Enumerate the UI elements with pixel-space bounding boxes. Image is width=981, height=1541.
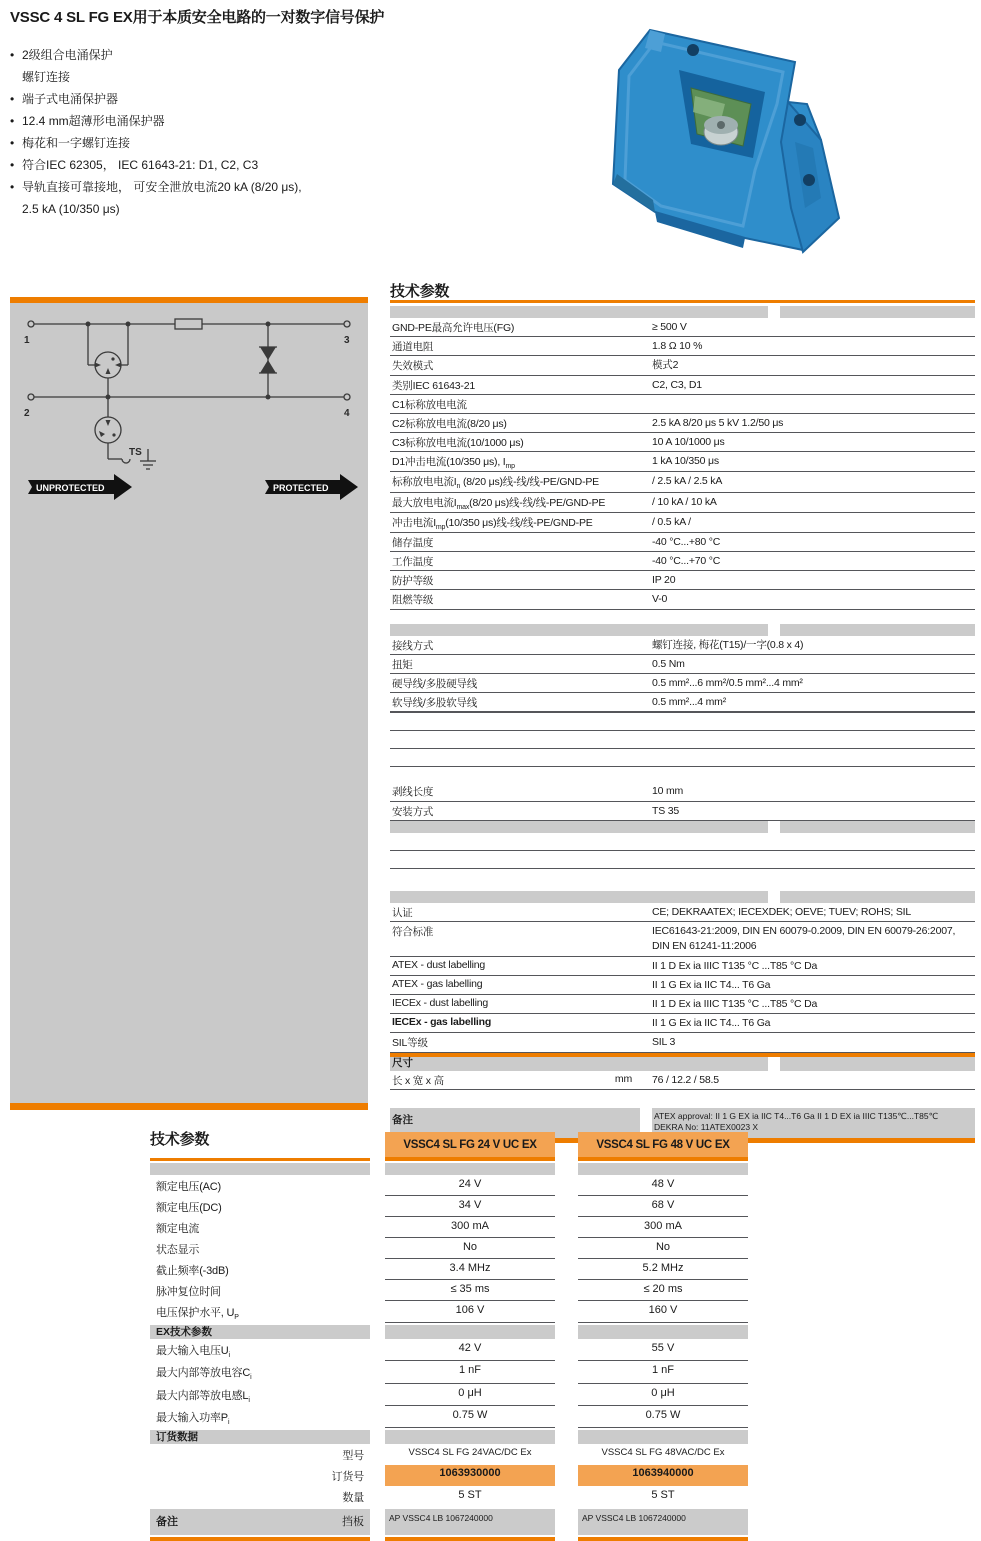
spec-value: 模式2 [652,359,679,372]
variant-label: 额定电压(AC) [156,1181,222,1193]
variant-value: No [385,1238,555,1259]
section-band [390,306,975,318]
remark-label-cell [150,1509,370,1535]
variant-value: 1 nF [578,1361,748,1383]
spec-label: 防护等级 [392,575,434,588]
bottom-orange-bars [150,1537,758,1541]
variant-value: 24 V [385,1175,555,1196]
title-underline [390,300,975,303]
terminal-2-label: 2 [24,408,30,419]
feature-text: 导轨直接可靠接地， 可安全泄放电流20 kA (8/20 μs), [22,180,302,194]
spec-row [390,957,975,976]
product-column-header: VSSC4 SL FG 48 V UC EX [578,1132,748,1157]
spec-row [390,472,975,492]
circuit-diagram [10,303,368,533]
variant-row [150,1339,758,1361]
spec-value: II 1 D Ex ia IIIC T135 °C ...T85 °C Da [652,959,818,972]
variant-value: 300 mA [385,1217,555,1238]
variant-title-cell [150,1128,370,1161]
spec-value: 0.5 mm²...4 mm² [652,696,727,709]
variant-value: 34 V [385,1196,555,1217]
variant-row [150,1486,758,1507]
feature-item [10,110,410,132]
spec-row [390,1014,975,1033]
section-band-label [390,306,768,318]
spec-value: -40 °C...+80 °C [652,535,721,548]
variant-table-rows [150,1163,758,1541]
spec-label: 标称放电电流$I_n$ (8/20 μs)线-线/线-PE/GND-PE [392,476,599,491]
protected-arrow [265,474,358,500]
feature-item [10,88,410,110]
page-title: VSSC 4 SL FG EX用于本质安全电路的一对数字信号保护 [10,9,385,26]
variant-label: 截止频率(-3dB) [156,1265,229,1277]
note-value: ATEX approval: II 1 G EX ia IIC T4...T6 Ga II 1 D EX ia IIIC T135℃...T85℃ DEKRA No: 11ATEX0023 X [652,1108,975,1138]
spec-value: / 10 kA / 10 kA [652,495,717,508]
spec-row [390,693,975,713]
spec-label: C3标称放电电流(10/1000 μs) [392,437,524,450]
spec-label: 失效模式 [392,360,434,373]
spec-row [390,414,975,433]
bullet-dot: • [10,48,15,62]
empty-row [390,731,975,749]
spec-label: D1冲击电流(10/350 μs), $I_{mp}$ [392,456,515,471]
protected-label: PROTECTED [273,483,329,493]
spec-value: II 1 G Ex ia IIC T4... T6 Ga [652,978,771,991]
variant-value: 5 ST [651,1488,675,1501]
product-column-bar [385,1157,555,1161]
bullet-dot: • [10,136,15,150]
variant-row [150,1444,758,1465]
spec-row [390,493,975,513]
variant-row [150,1196,758,1217]
empty-row [390,833,975,851]
variant-value: 300 mA [578,1217,748,1238]
variant-value: 3.4 MHz [385,1259,555,1280]
bullet-dot: • [10,92,15,106]
variant-value: 0.75 W [385,1406,555,1428]
spec-value: CE; DEKRAATEX; IECEXDEK; OEVE; TUEV; ROHS; SIL [652,905,912,918]
spec-value: -40 °C...+70 °C [652,554,721,567]
remark-row [150,1509,758,1535]
spec-value: IP 20 [652,574,676,587]
spec-value: 0.5 Nm [652,657,685,670]
variant-row [150,1175,758,1196]
variant-label: 数量 [342,1491,364,1504]
spec-label: ATEX - dust labelling [392,958,486,971]
bullet-dot [10,66,22,88]
variant-row [150,1361,758,1383]
spec-label: IECEx - dust labelling [392,996,488,1009]
order-number: 1063930000 [385,1465,555,1486]
variant-label: 额定电流 [156,1223,200,1235]
section-band [390,891,975,903]
spec-value: 1.8 Ω 10 % [652,340,703,353]
spec-value: / 2.5 kA / 2.5 kA [652,475,723,488]
terminal-4-label: 4 [344,408,350,419]
spec-label: 储存温度 [392,536,434,549]
section-band-label [390,821,768,833]
spec-label: 软导线/多股软导线 [392,697,478,710]
bullet-dot: • [10,114,15,128]
spec-label: 硬导线/多股硬导线 [392,678,478,690]
spec-value: 螺钉连接, 梅花(T15)/一字(0.8 x 4) [652,638,804,651]
spec-label: 扭矩 [392,658,413,671]
variant-value: 5.2 MHz [578,1259,748,1280]
unprotected-label: UNPROTECTED [36,483,105,493]
feature-item [10,132,410,154]
variant-value: No [578,1238,748,1259]
variant-value: 55 V [578,1339,748,1361]
variant-value: ≤ 35 ms [385,1280,555,1301]
product-column-1 [385,1132,555,1161]
spec-row [390,452,975,472]
variant-value: 0 μH [578,1384,748,1406]
feature-item [10,198,410,220]
technical-data-title: 技术参数 [390,283,450,300]
spec-value: 76 / 12.2 / 58.5 [652,1073,719,1086]
variant-row [150,1406,758,1428]
spec-value: II 1 G Ex ia IIC T4... T6 Ga [652,1017,771,1030]
feature-list [10,44,410,220]
variant-row [150,1238,758,1259]
spec-row [390,318,975,337]
variant-label: 脉冲复位时间 [156,1286,221,1298]
feature-text: 符合IEC 62305， IEC 61643-21: D1, C2, C3 [22,158,259,172]
spec-value: 10 A 10/1000 μs [652,436,725,449]
spec-label: C2标称放电电流(8/20 μs) [392,417,507,430]
spec-value: IEC61643-21:2009, DIN EN 60079-0.2009, DIN EN 60079-26:2007, DIN EN 61241-11:2006 [652,925,956,953]
variant-value: 48 V [578,1175,748,1196]
spec-label: 类别IEC 61643-21 [392,379,475,392]
spec-row [390,533,975,552]
feature-item [10,154,410,176]
section-band-label: 尺寸 [390,1057,768,1071]
spec-label: 剥线长度 [392,786,434,799]
section-band [390,1057,975,1071]
spec-row [390,571,975,590]
variant-table-title: 技术参数 [150,1131,210,1148]
spec-value: / 0.5 kA / [652,515,691,528]
variant-label: 最大内部等放电容$C_i$ [156,1367,252,1382]
spec-row [390,976,975,995]
diagram-gray-panel [10,303,368,1103]
ts-label: TS [129,447,142,458]
empty-row [390,851,975,869]
order-number: 1063940000 [578,1465,748,1486]
spec-value: SIL 3 [652,1036,676,1049]
spec-label: SIL等级 [392,1037,428,1050]
spec-label: 认证 [392,906,413,919]
empty-row [390,713,975,731]
spec-label: 符合标准 [392,926,434,939]
remark-label: 备注 [156,1515,178,1528]
technical-data-rows [390,306,975,1143]
bullet-dot [10,198,22,220]
spec-label: 通道电阻 [392,341,434,354]
spec-label: ATEX - gas labelling [392,977,483,990]
spec-label: 安装方式 [392,805,434,818]
variant-label: 最大输入电压$U_i$ [156,1345,230,1360]
spec-row [390,802,975,821]
feature-text: 12.4 mm超薄形电涌保护器 [22,114,165,128]
spec-row [390,674,975,693]
variant-label: 额定电压(DC) [156,1202,222,1214]
variant-row [150,1301,758,1323]
spec-label: GND-PE最高允许电压(FG) [392,322,515,334]
variant-table [150,1128,758,1541]
spec-unit: mm [614,1072,632,1085]
spec-row [390,1071,975,1090]
spec-row [390,513,975,533]
spec-label: 冲击电流$I_{mp}(10/350$ μs)线-线/线-PE/GND-PE [392,516,593,531]
spec-value [652,395,975,398]
section-band-label: 订货数据 [150,1430,370,1444]
spec-label: 工作温度 [392,555,434,568]
spec-row [390,636,975,655]
baffle-label: 挡板 [342,1515,364,1528]
variant-label: 电压保护水平, $U_P$ [156,1307,239,1322]
product-column-header: VSSC4 SL FG 24 V UC EX [385,1132,555,1157]
circuit-diagram-box [10,297,368,1110]
spec-row [390,782,975,801]
remark-value: AP VSSC4 LB 1067240000 [578,1509,748,1535]
feature-item [10,66,410,88]
feature-text: 螺钉连接 [22,70,71,84]
bullet-dot: • [10,158,15,172]
feature-text: 2级组合电涌保护 [22,48,113,62]
variant-row [150,1217,758,1238]
spec-row [390,337,975,356]
feature-text: 梅花和一字螺钉连接 [22,136,131,150]
row-gap [390,869,975,891]
spec-label: 最大放电电流$I_{max}(8/20$ μs)线-线/线-PE/GND-PE [392,496,606,511]
variant-value: 0.75 W [578,1406,748,1428]
section-band-label [390,891,768,903]
product-column-2 [578,1132,748,1161]
spec-value: 1 kA 10/350 μs [652,455,719,468]
feature-text: 端子式电涌保护器 [22,92,119,106]
variant-value: 68 V [578,1196,748,1217]
section-band [390,821,975,833]
section-band-label [390,624,768,636]
row-gap [390,1090,975,1108]
spec-value: ≥ 500 V [652,321,687,333]
feature-item [10,176,410,198]
feature-item [10,44,410,66]
section-band [390,624,975,636]
variant-label: 最大内部等放电感$L_i$ [156,1389,250,1404]
spec-row [390,995,975,1014]
variant-value: 42 V [385,1339,555,1361]
spec-label: C1标称放电电流 [392,398,467,411]
feature-text: 2.5 kA (10/350 μs) [22,202,120,216]
remark-value: AP VSSC4 LB 1067240000 [385,1509,555,1535]
spec-row [390,376,975,395]
spec-value: C2, C3, D1 [652,378,702,391]
variant-value: VSSC4 SL FG 48VAC/DC Ex [601,1446,725,1458]
variant-row [150,1280,758,1301]
section-band-label [150,1163,370,1175]
unprotected-arrow [28,474,132,500]
spec-row [390,922,975,956]
spec-row [390,655,975,674]
diagram-bottom-orange-bar [10,1103,368,1110]
variant-table-header [150,1128,758,1161]
spec-row [390,1033,975,1052]
variant-row [150,1465,758,1486]
variant-value: 106 V [385,1301,555,1323]
technical-data-table [390,280,975,1143]
spec-label: 接线方式 [392,639,434,652]
spec-row [390,433,975,452]
spec-row [390,356,975,375]
spec-label: 长 x 宽 x 高 mm [392,1072,632,1087]
variant-value: 160 V [578,1301,748,1323]
variant-value: 1 nF [385,1361,555,1383]
spec-value: V-0 [652,593,668,606]
spec-value: 2.5 kA 8/20 μs 5 kV 1.2/50 μs [652,416,784,429]
section-band-label: EX技术参数 [150,1325,370,1339]
variant-row [150,1259,758,1280]
variant-row [150,1384,758,1406]
spec-row [390,903,975,922]
spec-row [390,590,975,609]
spec-row [390,395,975,414]
row-gap [390,610,975,624]
spec-value: 0.5 mm²...6 mm²/0.5 mm²...4 mm² [652,677,803,689]
spec-row [390,552,975,571]
spec-label: 阻燃等级 [392,594,434,607]
note-label: 备注 [390,1108,640,1138]
variant-label: 状态显示 [156,1244,200,1256]
section-band [150,1325,758,1339]
terminal-3-label: 3 [344,335,350,346]
spec-label: IECEx - gas labelling [392,1016,492,1029]
variant-value: ≤ 20 ms [578,1280,748,1301]
section-band [150,1430,758,1444]
variant-value: 5 ST [458,1488,482,1501]
empty-row [390,749,975,767]
spec-value: 10 mm [652,785,684,798]
variant-label: 最大输入功率$P_i$ [156,1411,230,1426]
variant-title-underline [150,1158,370,1161]
section-band [150,1163,758,1175]
bullet-dot: • [10,180,15,194]
variant-label: 订货号 [331,1470,364,1483]
variant-value: 0 μH [385,1384,555,1406]
spec-value: II 1 D Ex ia IIIC T135 °C ...T85 °C Da [652,997,818,1010]
row-gap [390,767,975,782]
variant-label: 型号 [342,1449,364,1462]
spec-value: TS 35 [652,804,680,817]
product-column-bar [578,1157,748,1161]
variant-value: VSSC4 SL FG 24VAC/DC Ex [408,1446,532,1458]
terminal-1-label: 1 [24,335,30,346]
product-photo [595,12,885,264]
